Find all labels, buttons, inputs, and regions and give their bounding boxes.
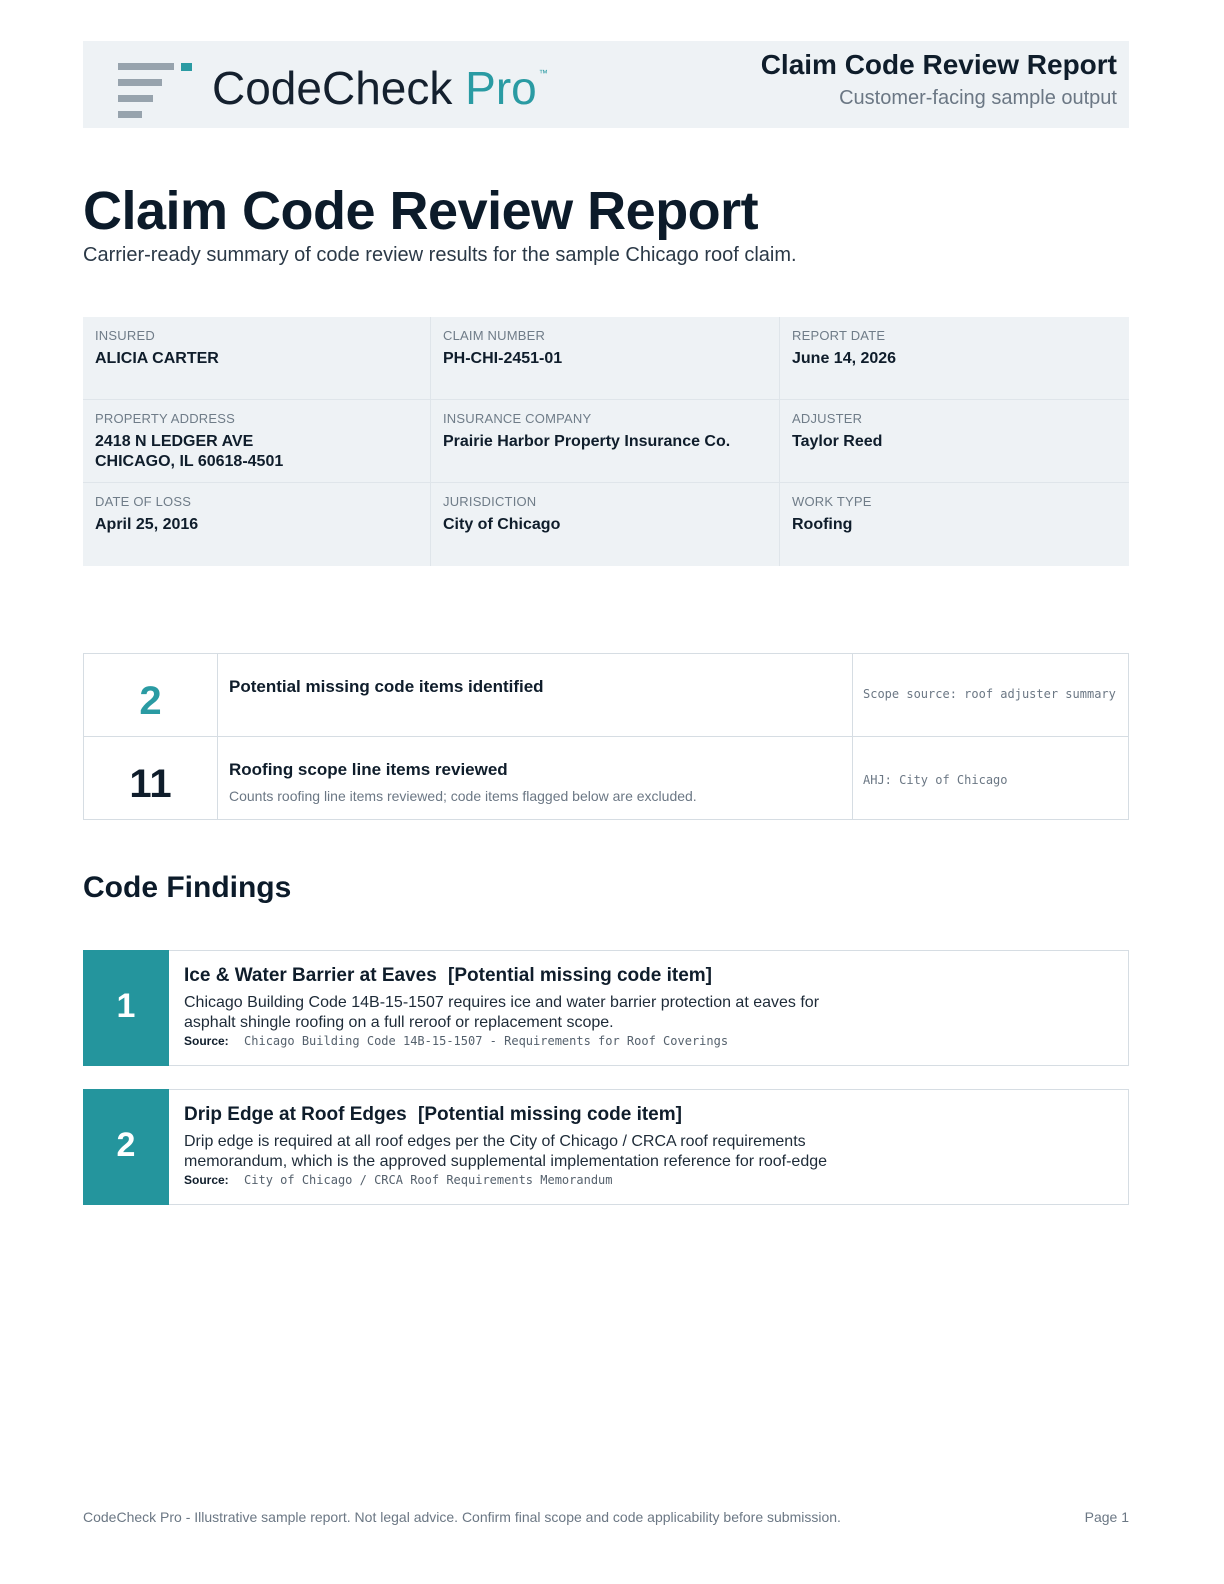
- brand-name: CodeCheck: [212, 62, 453, 114]
- page-subtitle: Carrier-ready summary of code review results for the sample Chicago roof claim.: [83, 244, 797, 266]
- stat-title: Roofing scope line items reviewed: [229, 760, 508, 779]
- info-value: ALICIA CARTER: [95, 350, 219, 367]
- info-cell-claim-number: [431, 317, 780, 400]
- info-value: April 25, 2016: [95, 516, 199, 533]
- finding-body: [184, 965, 864, 1048]
- finding-title: Drip Edge at Roof Edges: [184, 1104, 407, 1125]
- info-value: 2418 N LEDGER AVE CHICAGO, IL 60618-4501: [95, 433, 284, 470]
- header-subtitle: Customer-facing sample output: [839, 87, 1117, 109]
- info-label: WORK TYPE: [792, 494, 872, 509]
- source-label: Source:: [184, 1034, 229, 1048]
- page-title: Claim Code Review Report: [83, 181, 759, 241]
- source-value: Chicago Building Code 14B-15-1507 - Requirements for Roof Coverings: [244, 1034, 729, 1048]
- trademark-mark: ™: [538, 68, 548, 78]
- summary-stats: [83, 653, 1129, 820]
- finding-tag: [Potential missing code item]: [418, 1104, 682, 1125]
- info-cell-property-address: [83, 400, 431, 483]
- finding-card: [83, 1089, 1129, 1205]
- info-label: JURISDICTION: [443, 494, 537, 509]
- stat-row-line-items-reviewed: [84, 737, 1128, 820]
- finding-number-badge: 1: [83, 950, 169, 1066]
- finding-title-line: [184, 1104, 864, 1126]
- info-value: June 14, 2026: [792, 350, 897, 367]
- header-title-block: [761, 49, 1117, 110]
- info-label: DATE OF LOSS: [95, 494, 192, 509]
- info-value: City of Chicago: [443, 516, 561, 533]
- section-title-code-findings: Code Findings: [83, 871, 292, 904]
- finding-text: Drip edge is required at all roof edges per the City of Chicago / CRCA roof requirements memorandum, which is the approved supplemental implementation reference for roof-edge: [184, 1133, 828, 1170]
- info-label: PROPERTY ADDRESS: [95, 411, 235, 426]
- stat-note: Counts roofing line items reviewed; code items flagged below are excluded.: [229, 788, 697, 804]
- info-cell-adjuster: [780, 400, 1129, 483]
- finding-tag: [Potential missing code item]: [448, 965, 712, 986]
- footer-disclaimer: CodeCheck Pro - Illustrative sample report. Not legal advice. Confirm final scope and code applicability before submission.: [83, 1509, 841, 1525]
- brand-name-pro: Pro: [465, 62, 537, 114]
- info-value: Prairie Harbor Property Insurance Co.: [443, 433, 731, 450]
- info-label: ADJUSTER: [792, 411, 863, 426]
- info-value: PH-CHI-2451-01: [443, 350, 563, 367]
- info-cell-insured: [83, 317, 431, 400]
- info-label: CLAIM NUMBER: [443, 328, 546, 343]
- info-cell-report-date: [780, 317, 1129, 400]
- info-label: REPORT DATE: [792, 328, 886, 343]
- finding-title: Ice & Water Barrier at Eaves: [184, 965, 437, 986]
- finding-number-badge: 2: [83, 1089, 169, 1205]
- finding-title-line: [184, 965, 864, 987]
- stat-side-note: AHJ: City of Chicago: [852, 737, 1128, 820]
- source-label: Source:: [184, 1173, 229, 1187]
- info-cell-jurisdiction: [431, 483, 780, 566]
- source-value: City of Chicago / CRCA Roof Requirements Memorandum: [244, 1173, 613, 1187]
- stat-side-note: Scope source: roof adjuster summary: [852, 654, 1128, 737]
- stat-value: 2: [84, 654, 218, 737]
- info-cell-date-of-loss: [83, 483, 431, 566]
- claim-info-grid: [83, 317, 1129, 566]
- finding-text: Chicago Building Code 14B-15-1507 requires ice and water barrier protection at eaves for asphalt shingle roofing on a full reroof or replacement scope.: [184, 994, 820, 1031]
- finding-card: [83, 950, 1129, 1066]
- finding-source: [184, 1034, 864, 1048]
- info-label: INSURANCE COMPANY: [443, 411, 592, 426]
- footer-page-number: Page 1: [1084, 1509, 1129, 1525]
- stat-description: [229, 677, 849, 697]
- finding-body: [184, 1104, 864, 1187]
- stat-description: [229, 760, 849, 804]
- report-header: [83, 41, 1129, 128]
- info-cell-work-type: [780, 483, 1129, 566]
- stat-title: Potential missing code items identified: [229, 677, 544, 696]
- finding-source: [184, 1173, 864, 1187]
- info-value: Taylor Reed: [792, 433, 883, 450]
- brand-wordmark: [212, 61, 548, 115]
- info-label: INSURED: [95, 328, 155, 343]
- info-value: Roofing: [792, 516, 853, 533]
- codecheck-logo-icon: [118, 63, 194, 119]
- stat-row-missing-items: [84, 654, 1128, 737]
- header-title: Claim Code Review Report: [760, 49, 1117, 80]
- stat-value: 11: [84, 737, 218, 820]
- info-cell-insurance-company: [431, 400, 780, 483]
